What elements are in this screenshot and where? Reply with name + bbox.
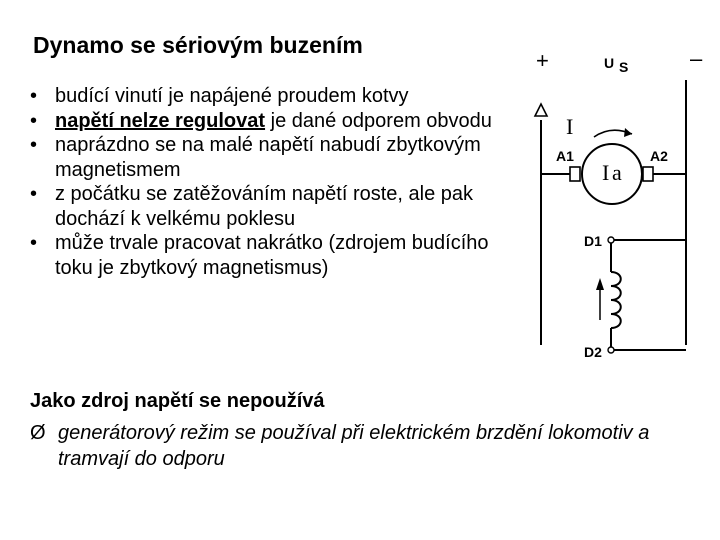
d2-label: D2 [584, 344, 602, 360]
ia-label [602, 160, 622, 185]
a2-label: A2 [650, 148, 668, 164]
left-brush [570, 167, 580, 181]
field-arrowhead-icon [596, 278, 604, 290]
d1-label: D1 [584, 233, 602, 249]
bullet-text: naprázdno se na malé napětí nabudí zbytkovým magnetismem [55, 134, 481, 181]
bullet-marker: • [30, 109, 38, 132]
d2-terminal [608, 347, 614, 353]
minus-terminal-label: – [690, 46, 703, 71]
bullet-text: z počátku se zatěžováním napětí roste, ale pak dochází k velkému poklesu [55, 183, 474, 230]
us-label [604, 55, 628, 75]
right-brush [643, 167, 653, 181]
current-arrow-icon [535, 104, 547, 116]
bullet-text: budící vinutí je napájené proudem kotvy [55, 85, 409, 107]
bullet-text: je dané odporem obvodu [265, 109, 492, 132]
field-winding-coil [611, 272, 621, 328]
d1-terminal [608, 237, 614, 243]
conclusion-heading: Jako zdroj napětí se nepoužívá [30, 390, 325, 412]
page-title: Dynamo se sériovým buzením [33, 32, 363, 58]
svg-text:I: I [602, 160, 610, 185]
rotation-arrowhead-icon [624, 128, 632, 137]
arrow-marker: Ø [30, 422, 46, 444]
svg-text:a: a [612, 160, 622, 185]
svg-text:U: U [604, 55, 615, 71]
bullet-text-underlined: napětí nelze regulovat [55, 109, 266, 132]
current-label: I [566, 114, 574, 139]
plus-terminal-label: + [536, 48, 549, 73]
bullet-text: může trvale pracovat nakrátko (zdrojem budícího toku je zbytkový magnetismus) [55, 232, 489, 279]
bullet-marker: • [30, 232, 38, 254]
svg-text:S: S [619, 59, 629, 75]
a1-label: A1 [556, 148, 574, 164]
bullet-marker: • [30, 183, 38, 205]
bullet-marker: • [30, 85, 38, 107]
arrow-item-text: generátorový režim se používal při elektrickém brzdění lokomotiv a tramvají do odporu [58, 422, 650, 470]
bullet-marker: • [30, 134, 38, 156]
